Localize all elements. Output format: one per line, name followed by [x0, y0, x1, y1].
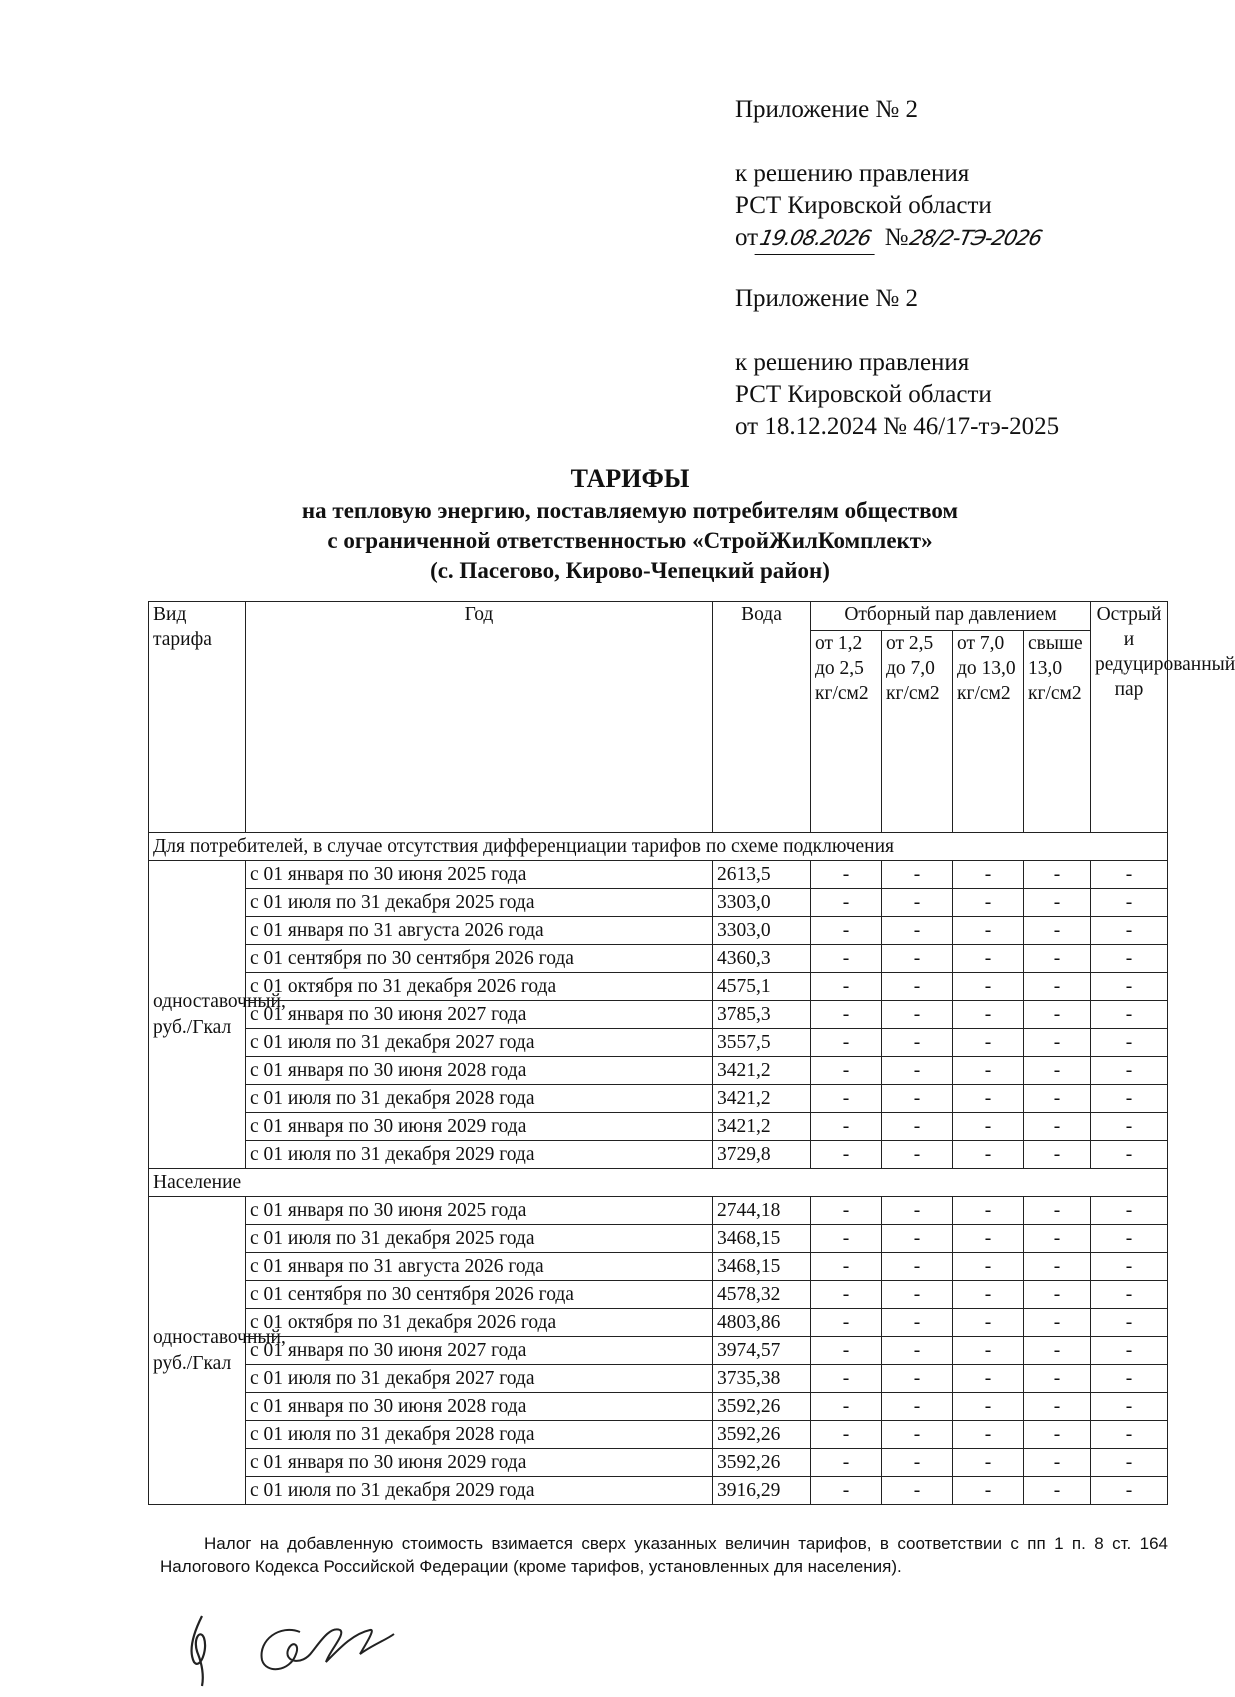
header-pressure-4: свыше 13,0 кг/см2: [1024, 631, 1091, 833]
table-row: [149, 889, 1168, 917]
pressure-3-cell: -: [953, 1113, 1024, 1141]
water-value-cell: 3557,5: [713, 1029, 811, 1057]
table-row: [149, 1449, 1168, 1477]
pressure-2-cell: -: [882, 1001, 953, 1029]
tariff-table: [148, 601, 1235, 1505]
water-value-cell: 4578,32: [713, 1281, 811, 1309]
pressure-3-cell: -: [953, 1029, 1024, 1057]
period-cell: с 01 января по 30 июня 2027 года: [246, 1001, 713, 1029]
water-value-cell: 3974,57: [713, 1337, 811, 1365]
period-cell: с 01 июля по 31 декабря 2027 года: [246, 1365, 713, 1393]
pressure-2-cell: -: [882, 1029, 953, 1057]
pressure-4-cell: -: [1024, 861, 1091, 889]
pressure-4-cell: -: [1024, 973, 1091, 1001]
from-prefix: от: [735, 224, 759, 251]
pressure-1-cell: -: [811, 1141, 882, 1169]
sharp-steam-cell: -: [1091, 1085, 1168, 1113]
pressure-3-cell: -: [953, 1001, 1024, 1029]
pressure-3-cell: -: [953, 1449, 1024, 1477]
pressure-2-cell: -: [882, 1309, 953, 1337]
water-value-cell: 3729,8: [713, 1141, 811, 1169]
sharp-steam-cell: -: [1091, 1449, 1168, 1477]
pressure-2-cell: -: [882, 1393, 953, 1421]
period-cell: с 01 июля по 31 декабря 2027 года: [246, 1029, 713, 1057]
handwritten-date: 19.08.2026: [755, 222, 882, 255]
pressure-4-cell: -: [1024, 1085, 1091, 1113]
decision-line-1: к решению правления: [735, 349, 970, 376]
pressure-3-cell: -: [953, 1477, 1024, 1505]
sharp-steam-cell: -: [1091, 1113, 1168, 1141]
sharp-steam-cell: -: [1091, 1309, 1168, 1337]
period-cell: с 01 января по 31 августа 2026 года: [246, 1253, 713, 1281]
sharp-steam-cell: -: [1091, 1197, 1168, 1225]
water-value-cell: 4360,3: [713, 945, 811, 973]
pressure-2-cell: -: [882, 1253, 953, 1281]
pressure-3-cell: -: [953, 1365, 1024, 1393]
table-row: [149, 1001, 1168, 1029]
period-cell: с 01 июля по 31 декабря 2029 года: [246, 1477, 713, 1505]
pressure-3-cell: -: [953, 917, 1024, 945]
period-cell: с 01 октября по 31 декабря 2026 года: [246, 1309, 713, 1337]
title-line-2: с ограниченной ответственностью «СтройЖилКомплект»: [327, 528, 933, 553]
period-cell: с 01 июля по 31 декабря 2025 года: [246, 1225, 713, 1253]
water-value-cell: 2613,5: [713, 861, 811, 889]
pressure-1-cell: -: [811, 1253, 882, 1281]
tariff-type-cell: одноставочный, руб./Гкал: [149, 1197, 246, 1505]
decision-line-2: РСТ Кировской области: [735, 192, 992, 219]
water-value-cell: 2744,18: [713, 1197, 811, 1225]
period-cell: с 01 января по 31 августа 2026 года: [246, 917, 713, 945]
pressure-1-cell: -: [811, 1477, 882, 1505]
pressure-2-cell: -: [882, 1337, 953, 1365]
pressure-4-cell: -: [1024, 1225, 1091, 1253]
pressure-2-cell: -: [882, 945, 953, 973]
header-pressure-3: от 7,0 до 13,0 кг/см2: [953, 631, 1024, 833]
pressure-3-cell: -: [953, 1225, 1024, 1253]
period-cell: с 01 января по 30 июня 2025 года: [246, 1197, 713, 1225]
tariff-type-cell: одноставочный, руб./Гкал: [149, 861, 246, 1169]
pressure-4-cell: -: [1024, 1029, 1091, 1057]
sharp-steam-cell: -: [1091, 1421, 1168, 1449]
pressure-3-cell: -: [953, 1421, 1024, 1449]
table-row: [149, 945, 1168, 973]
pressure-2-cell: -: [882, 1225, 953, 1253]
pressure-1-cell: -: [811, 1421, 882, 1449]
sharp-steam-cell: -: [1091, 1393, 1168, 1421]
pressure-2-cell: -: [882, 861, 953, 889]
pressure-2-cell: -: [882, 1141, 953, 1169]
pressure-3-cell: -: [953, 889, 1024, 917]
title-line-3: (с. Пасегово, Кирово-Чепецкий район): [430, 558, 830, 583]
pressure-4-cell: -: [1024, 1393, 1091, 1421]
section-title: Население: [149, 1169, 1168, 1197]
period-cell: с 01 января по 30 июня 2025 года: [246, 861, 713, 889]
sharp-steam-cell: -: [1091, 973, 1168, 1001]
pressure-4-cell: -: [1024, 1281, 1091, 1309]
sharp-steam-cell: -: [1091, 1141, 1168, 1169]
table-row: [149, 1141, 1168, 1169]
decision-line-3: от 18.12.2024 № 46/17-тэ-2025: [735, 413, 1060, 440]
period-cell: с 01 января по 30 июня 2027 года: [246, 1337, 713, 1365]
pressure-2-cell: -: [882, 973, 953, 1001]
sharp-steam-cell: -: [1091, 1365, 1168, 1393]
water-value-cell: 4575,1: [713, 973, 811, 1001]
period-cell: с 01 июля по 31 декабря 2025 года: [246, 889, 713, 917]
table-row: [149, 1029, 1168, 1057]
water-value-cell: 3421,2: [713, 1057, 811, 1085]
pressure-3-cell: -: [953, 1085, 1024, 1113]
pressure-2-cell: -: [882, 889, 953, 917]
pressure-2-cell: -: [882, 1449, 953, 1477]
pressure-2-cell: -: [882, 1085, 953, 1113]
sharp-steam-cell: -: [1091, 861, 1168, 889]
pressure-3-cell: -: [953, 861, 1024, 889]
vat-footnote: Налог на добавленную стоимость взимается сверх указанных величин тарифов, в соответствии с пп 1 п. 8 ст. 164 Налогового Кодекса Российской Федерации (кроме тарифов, установленных для населения).: [160, 1534, 1168, 1576]
water-value-cell: 3421,2: [713, 1113, 811, 1141]
pressure-1-cell: -: [811, 1225, 882, 1253]
table-row: [149, 1365, 1168, 1393]
pressure-3-cell: -: [953, 945, 1024, 973]
pressure-2-cell: -: [882, 1197, 953, 1225]
pressure-1-cell: -: [811, 1001, 882, 1029]
pressure-1-cell: -: [811, 889, 882, 917]
table-row: [149, 1253, 1168, 1281]
pressure-1-cell: -: [811, 1365, 882, 1393]
sharp-steam-cell: -: [1091, 1281, 1168, 1309]
appendix-title-previous: [735, 283, 918, 315]
pressure-1-cell: -: [811, 1309, 882, 1337]
period-cell: с 01 октября по 31 декабря 2026 года: [246, 973, 713, 1001]
signature-mark: [262, 1629, 394, 1669]
period-cell: с 01 января по 30 июня 2029 года: [246, 1113, 713, 1141]
pressure-1-cell: -: [811, 1281, 882, 1309]
pressure-2-cell: -: [882, 1057, 953, 1085]
pressure-3-cell: -: [953, 1393, 1024, 1421]
period-cell: с 01 сентября по 30 сентября 2026 года: [246, 945, 713, 973]
decision-line-3: [735, 222, 1045, 255]
water-value-cell: 3303,0: [713, 889, 811, 917]
decision-line-2: РСТ Кировской области: [735, 381, 992, 408]
table-row: [149, 917, 1168, 945]
appendix-title-current: [735, 94, 918, 126]
water-value-cell: 3468,15: [713, 1225, 811, 1253]
period-cell: с 01 июля по 31 декабря 2029 года: [246, 1141, 713, 1169]
pressure-4-cell: -: [1024, 1365, 1091, 1393]
document-title: [130, 462, 1130, 586]
pressure-4-cell: -: [1024, 1113, 1091, 1141]
pressure-2-cell: -: [882, 1113, 953, 1141]
pressure-1-cell: -: [811, 945, 882, 973]
number-prefix: №: [884, 224, 909, 251]
pressure-3-cell: -: [953, 1253, 1024, 1281]
pressure-4-cell: -: [1024, 1309, 1091, 1337]
pressure-3-cell: -: [953, 1337, 1024, 1365]
pressure-4-cell: -: [1024, 917, 1091, 945]
decision-reference-current: [735, 158, 1045, 255]
water-value-cell: 3468,15: [713, 1253, 811, 1281]
handwritten-signatures: [180, 1610, 440, 1690]
table-row: [149, 1309, 1168, 1337]
sharp-steam-cell: -: [1091, 917, 1168, 945]
header-tariff-type: Вид тарифа: [149, 602, 246, 833]
header-sharp-steam: Острый и редуцированный пар: [1091, 602, 1168, 833]
table-row: [149, 1197, 1168, 1225]
water-value-cell: 3303,0: [713, 917, 811, 945]
pressure-3-cell: -: [953, 1057, 1024, 1085]
table-row: [149, 1393, 1168, 1421]
decision-reference-previous: [735, 347, 1059, 443]
header-steam-group: Отборный пар давлением: [811, 602, 1091, 631]
pressure-4-cell: -: [1024, 1421, 1091, 1449]
sharp-steam-cell: -: [1091, 1225, 1168, 1253]
pressure-1-cell: -: [811, 1197, 882, 1225]
pressure-1-cell: -: [811, 1085, 882, 1113]
header-water: Вода: [713, 602, 811, 833]
table-row: [149, 1113, 1168, 1141]
table-row: [149, 1421, 1168, 1449]
pressure-3-cell: -: [953, 973, 1024, 1001]
pressure-3-cell: -: [953, 1197, 1024, 1225]
water-value-cell: 3916,29: [713, 1477, 811, 1505]
pressure-4-cell: -: [1024, 1001, 1091, 1029]
sharp-steam-cell: -: [1091, 1029, 1168, 1057]
pressure-1-cell: -: [811, 1113, 882, 1141]
sharp-steam-cell: -: [1091, 1001, 1168, 1029]
pressure-4-cell: -: [1024, 1449, 1091, 1477]
pressure-2-cell: -: [882, 1421, 953, 1449]
appendix-label: Приложение № 2: [735, 285, 919, 312]
pressure-3-cell: -: [953, 1141, 1024, 1169]
pressure-1-cell: -: [811, 1029, 882, 1057]
pressure-4-cell: -: [1024, 889, 1091, 917]
pressure-1-cell: -: [811, 1337, 882, 1365]
period-cell: с 01 сентября по 30 сентября 2026 года: [246, 1281, 713, 1309]
decision-line-1: к решению правления: [735, 160, 970, 187]
table-row: [149, 861, 1168, 889]
pressure-2-cell: -: [882, 1281, 953, 1309]
pressure-4-cell: -: [1024, 1197, 1091, 1225]
water-value-cell: 3421,2: [713, 1085, 811, 1113]
pressure-4-cell: -: [1024, 1337, 1091, 1365]
handwritten-number: 28/2-ТЭ-2026: [907, 226, 1045, 250]
section-header-row: [149, 833, 1168, 861]
table-row: [149, 1225, 1168, 1253]
table-row: [149, 1337, 1168, 1365]
pressure-2-cell: -: [882, 1477, 953, 1505]
water-value-cell: 3592,26: [713, 1421, 811, 1449]
period-cell: с 01 июля по 31 декабря 2028 года: [246, 1421, 713, 1449]
pressure-1-cell: -: [811, 973, 882, 1001]
sharp-steam-cell: -: [1091, 1477, 1168, 1505]
header-pressure-1: от 1,2 до 2,5 кг/см2: [811, 631, 882, 833]
period-cell: с 01 июля по 31 декабря 2028 года: [246, 1085, 713, 1113]
pressure-1-cell: -: [811, 861, 882, 889]
sharp-steam-cell: -: [1091, 889, 1168, 917]
sharp-steam-cell: -: [1091, 945, 1168, 973]
appendix-label: Приложение № 2: [735, 96, 919, 123]
period-cell: с 01 января по 30 июня 2028 года: [246, 1393, 713, 1421]
water-value-cell: 3592,26: [713, 1393, 811, 1421]
title-line-1: на тепловую энергию, поставляемую потребителям обществом: [301, 498, 959, 523]
table-header-row: [149, 602, 1168, 631]
pressure-3-cell: -: [953, 1281, 1024, 1309]
sharp-steam-cell: -: [1091, 1057, 1168, 1085]
section-title: Для потребителей, в случае отсутствия дифференциации тарифов по схеме подключения: [149, 833, 1168, 861]
period-cell: с 01 января по 30 июня 2029 года: [246, 1449, 713, 1477]
pressure-2-cell: -: [882, 1365, 953, 1393]
water-value-cell: 3735,38: [713, 1365, 811, 1393]
header-pressure-2: от 2,5 до 7,0 кг/см2: [882, 631, 953, 833]
pressure-4-cell: -: [1024, 1057, 1091, 1085]
sharp-steam-cell: -: [1091, 1253, 1168, 1281]
table-row: [149, 1085, 1168, 1113]
title-main: ТАРИФЫ: [570, 464, 690, 493]
initials-mark: [192, 1616, 206, 1686]
period-cell: с 01 января по 30 июня 2028 года: [246, 1057, 713, 1085]
water-value-cell: 3592,26: [713, 1449, 811, 1477]
table-row: [149, 1057, 1168, 1085]
pressure-1-cell: -: [811, 917, 882, 945]
pressure-4-cell: -: [1024, 1253, 1091, 1281]
pressure-1-cell: -: [811, 1393, 882, 1421]
header-period: Год: [246, 602, 713, 833]
pressure-3-cell: -: [953, 1309, 1024, 1337]
pressure-1-cell: -: [811, 1057, 882, 1085]
table-row: [149, 973, 1168, 1001]
water-value-cell: 4803,86: [713, 1309, 811, 1337]
water-value-cell: 3785,3: [713, 1001, 811, 1029]
table-row: [149, 1477, 1168, 1505]
pressure-4-cell: -: [1024, 1141, 1091, 1169]
section-header-row: [149, 1169, 1168, 1197]
sharp-steam-cell: -: [1091, 1337, 1168, 1365]
pressure-4-cell: -: [1024, 1477, 1091, 1505]
pressure-2-cell: -: [882, 917, 953, 945]
pressure-1-cell: -: [811, 1449, 882, 1477]
pressure-4-cell: -: [1024, 945, 1091, 973]
table-row: [149, 1281, 1168, 1309]
